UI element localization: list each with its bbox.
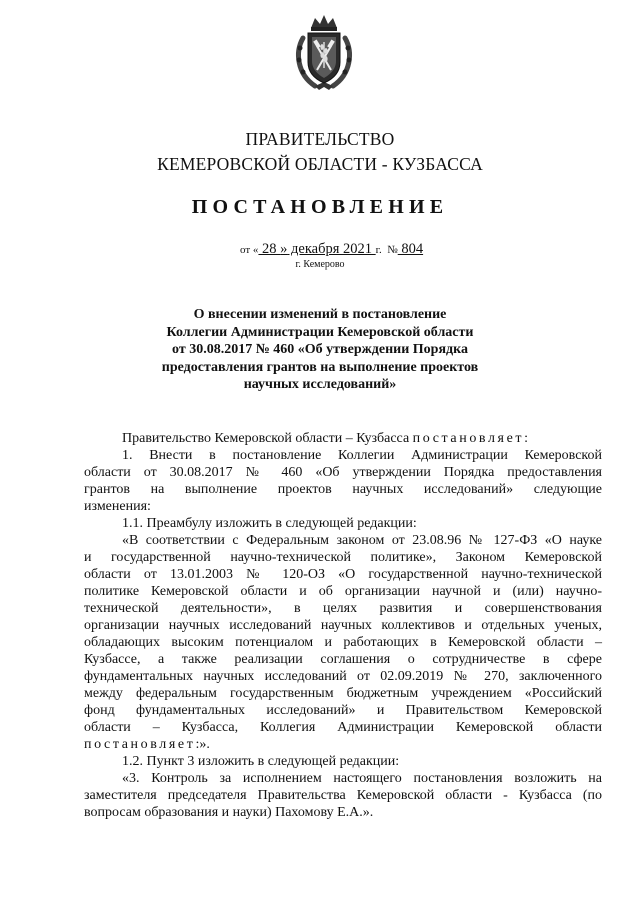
intro-spaced-word: постановляет:	[412, 431, 531, 446]
paragraph-line: области от 30.08.2017 № 460 «Об утверждении Порядка предоставления	[84, 465, 602, 480]
quote-spaced-word: постановляет	[84, 737, 196, 752]
quote-line: между федеральным государственным бюджетным учреждением «Российский	[84, 686, 602, 701]
quote-line: области – Кузбасса, Коллегия Администрации Кемеровской области	[84, 720, 602, 735]
quote-line: «В соответствии с Федеральным законом от 23.08.96 № 127-ФЗ «О науке	[122, 533, 602, 548]
quote-line	[84, 736, 602, 753]
paragraph-line: вопросам образования и науки) Пахомову Е.А.».	[84, 805, 374, 820]
quote-line: фонд фундаментальных исследований» и Правительством Кемеровской	[84, 703, 602, 718]
intro-line	[122, 430, 602, 447]
quote-line: организации научных исследований научных коллективов и отдельных ученых,	[84, 618, 602, 633]
paragraph-line: «3. Контроль за исполнением настоящего постановления возложить на	[122, 771, 602, 786]
city-line: г. Кемерово	[295, 259, 345, 270]
date-month-year: декабря 2021	[287, 241, 376, 257]
date-day: 28	[258, 241, 281, 257]
date-line	[240, 241, 460, 258]
paragraph-line: изменения:	[84, 499, 151, 514]
number-sign: №	[387, 244, 398, 256]
paragraph-line: 1.2. Пункт 3 изложить в следующей редакции:	[122, 754, 400, 769]
date-prefix: от «	[240, 244, 259, 256]
quote-line: области от 13.01.2003 № 120-ОЗ «О государственной научно-технической	[84, 567, 602, 582]
quote-line: политике Кемеровской области и об организации научной и (или) научно-	[84, 584, 602, 599]
coat-of-arms-icon	[291, 12, 357, 92]
quote-line: Кузбассе, а также реализации соглашения о сотрудничестве в сфере	[84, 652, 602, 667]
quote-end: :».	[195, 737, 210, 752]
date-year-suffix: г.	[375, 244, 382, 256]
title-line: Коллегии Администрации Кемеровской области	[166, 324, 474, 340]
paragraph-line: заместителя председателя Правительства Кемеровской области - Кузбасса (по	[84, 788, 602, 803]
quote-line: фундаментальных научных исследований от 02.09.2019 № 270, заключенного	[84, 669, 602, 684]
title-line: научных исследований»	[243, 377, 397, 392]
paragraph-line: 1. Внести в постановление Коллегии Администрации Кемеровской	[122, 448, 602, 463]
document-number: 804	[397, 241, 424, 257]
title-line: О внесении изменений в постановление	[193, 307, 447, 322]
quote-line: технической деятельности», в целях развития и совершенствования	[84, 601, 602, 616]
quote-line: обладающих высоким потенциалом и работающих в Кемеровской области –	[84, 635, 602, 650]
paragraph-line: грантов на выполнение проектов научных исследований» следующие	[84, 482, 602, 497]
government-name-line2: КЕМЕРОВСКОЙ ОБЛАСТИ - КУЗБАССА	[157, 154, 483, 174]
title-line: предоставления грантов на выполнение проектов	[161, 359, 479, 375]
quote-line: и государственной научно-технической политике», Законом Кемеровской	[84, 550, 602, 565]
intro-text: Правительство Кемеровской области – Кузбасса	[122, 431, 410, 446]
date-quote-close: »	[280, 241, 288, 257]
paragraph-line: 1.1. Преамбулу изложить в следующей редакции:	[122, 516, 417, 531]
title-line: от 30.08.2017 № 460 «Об утверждении Порядка	[172, 342, 468, 357]
government-name-line1: ПРАВИТЕЛЬСТВО	[245, 129, 395, 149]
document-type: ПОСТАНОВЛЕНИЕ	[191, 196, 449, 218]
